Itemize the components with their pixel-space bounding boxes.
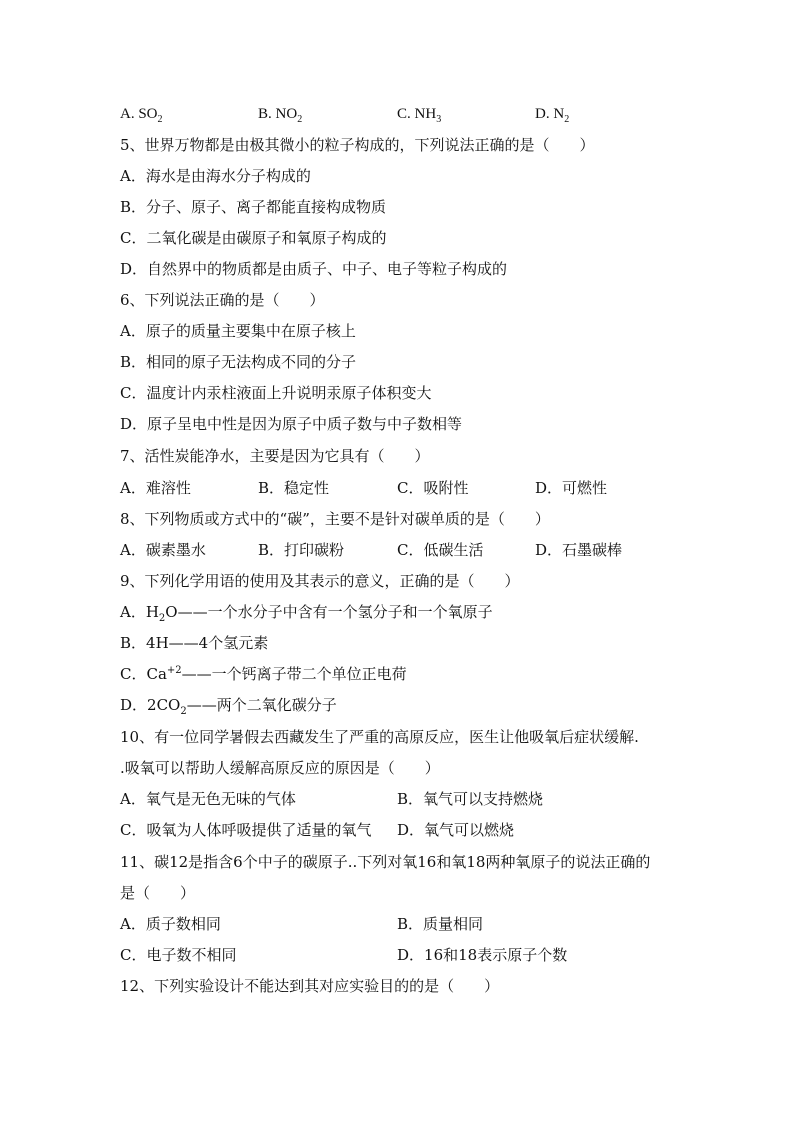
q10-stem-line1: 10、有一位同学暑假去西藏发生了严重的高原反应，医生让他吸氧后症状缓解. bbox=[120, 728, 639, 746]
q8-option-d: D．石墨碳棒 bbox=[535, 541, 623, 559]
q7-option-d: D．可燃性 bbox=[535, 479, 608, 497]
q9-option-c: C．$Ca^{+2}——$一个钙离子带二个单位正电荷 bbox=[120, 665, 407, 683]
q4-option-d: D. $N_2$ bbox=[535, 106, 570, 125]
q5-stem: 5、世界万物都是由极其微小的粒子构成的，下列说法正确的是（ ） bbox=[120, 136, 595, 154]
q10-option-b: B．氧气可以支持燃烧 bbox=[397, 790, 544, 808]
q11-stem-line1: 11、碳12是指含6个中子的碳原子..下列对氧16和氧18两种氧原子的说法正确的 bbox=[120, 853, 651, 871]
q8-option-b: B．打印碳粉 bbox=[258, 541, 345, 559]
q12-stem: 12、下列实验设计不能达到其对应实验目的的是（ ） bbox=[120, 977, 500, 995]
q10-option-c: C．吸氧为人体呼吸提供了适量的氧气 bbox=[120, 821, 372, 839]
q6-option-c: C．温度计内汞柱液面上升说明汞原子体积变大 bbox=[120, 384, 432, 402]
q6-option-b: B．相同的原子无法构成不同的分子 bbox=[120, 353, 357, 371]
q4-option-a: A. $SO_2$ bbox=[120, 106, 163, 125]
q4-option-c: C. $NH_3$ bbox=[397, 106, 442, 125]
q6-option-d: D．原子呈电中性是因为原子中质子数与中子数相等 bbox=[120, 415, 463, 433]
q10-option-a: A．氧气是无色无味的气体 bbox=[120, 790, 296, 808]
q8-option-c: C．低碳生活 bbox=[397, 541, 484, 559]
q8-stem: 8、下列物质或方式中的“碳”，主要不是针对碳单质的是（ ） bbox=[120, 510, 550, 528]
q5-option-a: A．海水是由海水分子构成的 bbox=[120, 167, 311, 185]
q7-option-b: B．稳定性 bbox=[258, 479, 330, 497]
q5-option-b: B．分子、原子、离子都能直接构成物质 bbox=[120, 198, 387, 216]
q9-option-d: D．$2CO_2——$两个二氧化碳分子 bbox=[120, 696, 337, 717]
q9-stem: 9、下列化学用语的使用及其表示的意义，正确的是（ ） bbox=[120, 572, 520, 590]
q7-option-c: C．吸附性 bbox=[397, 479, 469, 497]
q11-stem-line2: 是（ ） bbox=[120, 884, 196, 902]
q10-stem-line2: .吸氧可以帮助人缓解高原反应的原因是（ ） bbox=[120, 759, 440, 777]
q11-option-b: B．质量相同 bbox=[397, 915, 484, 933]
q6-stem: 6、下列说法正确的是（ ） bbox=[120, 291, 325, 309]
q11-option-a: A．质子数相同 bbox=[120, 915, 221, 933]
q11-option-c: C．电子数不相同 bbox=[120, 946, 237, 964]
q4-option-b: B. $NO_2$ bbox=[258, 106, 303, 125]
q10-option-d: D．氧气可以燃烧 bbox=[397, 821, 515, 839]
q6-option-a: A．原子的质量主要集中在原子核上 bbox=[120, 322, 356, 340]
q11-option-d: D．16和18表示原子个数 bbox=[397, 946, 568, 964]
q5-option-c: C．二氧化碳是由碳原子和氧原子构成的 bbox=[120, 229, 387, 247]
q9-option-b: B．4H——4个氢元素 bbox=[120, 634, 269, 652]
q5-option-d: D．自然界中的物质都是由质子、中子、电子等粒子构成的 bbox=[120, 260, 508, 278]
q8-option-a: A．碳素墨水 bbox=[120, 541, 206, 559]
q7-option-a: A．难溶性 bbox=[120, 479, 191, 497]
q7-stem: 7、活性炭能净水，主要是因为它具有（ ） bbox=[120, 447, 430, 465]
q9-option-a: A．$H_2O——$一个水分子中含有一个氢分子和一个氧原子 bbox=[120, 603, 493, 624]
